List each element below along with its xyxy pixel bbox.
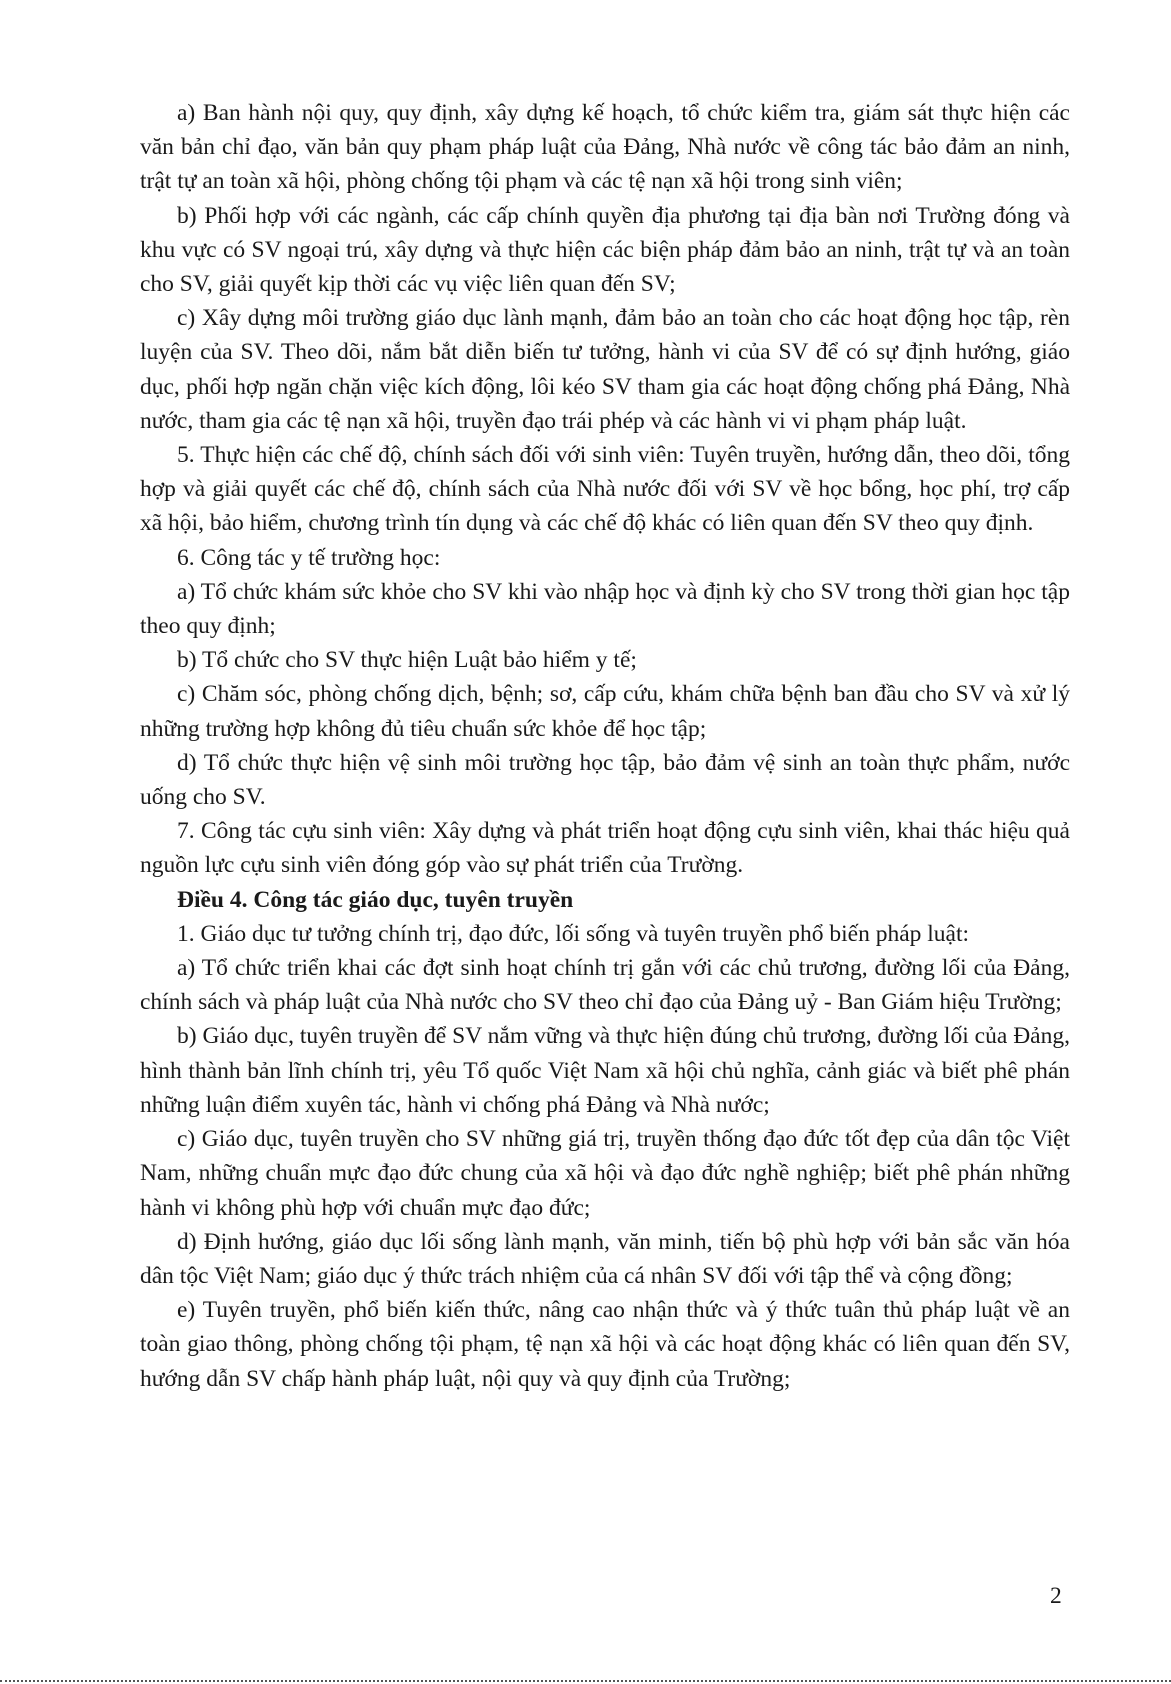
article-4-heading: Điều 4. Công tác giáo dục, tuyên truyền [177,886,574,913]
paragraph-4-1a: a) Tổ chức triển khai các đợt sinh hoạt chính trị gắn với các chủ trương, đường lối của Đảng, chính sách và pháp luật của Nhà nước cho SV theo chỉ đạo của Đảng uỷ - Ban Giám hiệu Trường; [140,955,1070,1016]
paragraph-item-6: 6. Công tác y tế trường học: [177,544,441,571]
paragraph-6c: c) Chăm sóc, phòng chống dịch, bệnh; sơ, cấp cứu, khám chữa bệnh ban đầu cho SV và xử lý những trường hợp không đủ tiêu chuẩn sức khỏe để học tập; [140,681,1070,742]
document-body [140,96,1070,1396]
paragraph-3a: a) Ban hành nội quy, quy định, xây dựng kế hoạch, tổ chức kiểm tra, giám sát thực hiện các văn bản chỉ đạo, văn bản quy phạm pháp luật của Đảng, Nhà nước về công tác bảo đảm an ninh, trật tự an toàn xã hội, phòng chống tội phạm và các tệ nạn xã hội trong sinh viên; [140,100,1070,195]
page-bottom-divider [0,1680,1171,1682]
paragraph-4-1: 1. Giáo dục tư tưởng chính trị, đạo đức, lối sống và tuyên truyền phổ biến pháp luật: [177,920,970,947]
paragraph-item-5: 5. Thực hiện các chế độ, chính sách đối với sinh viên: Tuyên truyền, hướng dẫn, theo dõi, tổng hợp và giải quyết các chế độ, chính sách của Nhà nước đối với SV về học bổng, học phí, trợ cấp xã hội, bảo hiểm, chương trình tín dụng và các chế độ khác có liên quan đến SV theo quy định. [140,442,1070,537]
paragraph-4-1e: e) Tuyên truyền, phổ biến kiến thức, nâng cao nhận thức và ý thức tuân thủ pháp luật về an toàn giao thông, phòng chống tội phạm, tệ nạn xã hội và các hoạt động khác có liên quan đến SV, hướng dẫn SV chấp hành pháp luật, nội quy và quy định của Trường; [140,1297,1070,1392]
paragraph-6d: d) Tổ chức thực hiện vệ sinh môi trường học tập, bảo đảm vệ sinh an toàn thực phẩm, nước uống cho SV. [140,749,1070,811]
paragraph-3b: b) Phối hợp với các ngành, các cấp chính quyền địa phương tại địa bàn nơi Trường đóng và khu vực có SV ngoại trú, xây dựng và thực hiện các biện pháp đảm bảo an ninh, trật tự và an toàn cho SV, giải quyết kịp thời các vụ việc liên quan đến SV; [140,202,1070,298]
paragraph-4-1c: c) Giáo dục, tuyên truyền cho SV những giá trị, truyền thống đạo đức tốt đẹp của dân tộc Việt Nam, những chuẩn mực đạo đức chung của xã hội và đạo đức nghề nghiệp; biết phê phán những hành vi không phù hợp với chuẩn mực đạo đức; [140,1126,1070,1221]
paragraph-4-1b: b) Giáo dục, tuyên truyền để SV nắm vững và thực hiện đúng chủ trương, đường lối của Đảng, hình thành bản lĩnh chính trị, yêu Tổ quốc Việt Nam xã hội chủ nghĩa, cảnh giác và biết phê phán những luận điểm xuyên tác, hành vi chống phá Đảng và Nhà nước; [140,1023,1070,1118]
paragraph-3c: c) Xây dựng môi trường giáo dục lành mạnh, đảm bảo an toàn cho các hoạt động học tập, rèn luyện của SV. Theo dõi, nắm bắt diễn biến tư tưởng, hành vi của SV để có sự định hướng, giáo dục, phối hợp ngăn chặn việc kích động, lôi kéo SV tham gia các hoạt động chống phá Đảng, Nhà nước, tham gia các tệ nạn xã hội, truyền đạo trái phép và các hành vi vi phạm pháp luật. [140,305,1070,434]
page-number: 2 [1050,1583,1062,1609]
paragraph-6b: b) Tổ chức cho SV thực hiện Luật bảo hiểm y tế; [177,647,637,674]
paragraph-6a: a) Tổ chức khám sức khỏe cho SV khi vào nhập học và định kỳ cho SV trong thời gian học tập theo quy định; [140,578,1070,640]
paragraph-item-7: 7. Công tác cựu sinh viên: Xây dựng và phát triển hoạt động cựu sinh viên, khai thác hiệu quả nguồn lực cựu sinh viên đóng góp vào sự phát triển của Trường. [140,818,1070,879]
paragraph-4-1d: d) Định hướng, giáo dục lối sống lành mạnh, văn minh, tiến bộ phù hợp với bản sắc văn hóa dân tộc Việt Nam; giáo dục ý thức trách nhiệm của cá nhân SV đối với tập thể và cộng đồng; [140,1228,1070,1289]
